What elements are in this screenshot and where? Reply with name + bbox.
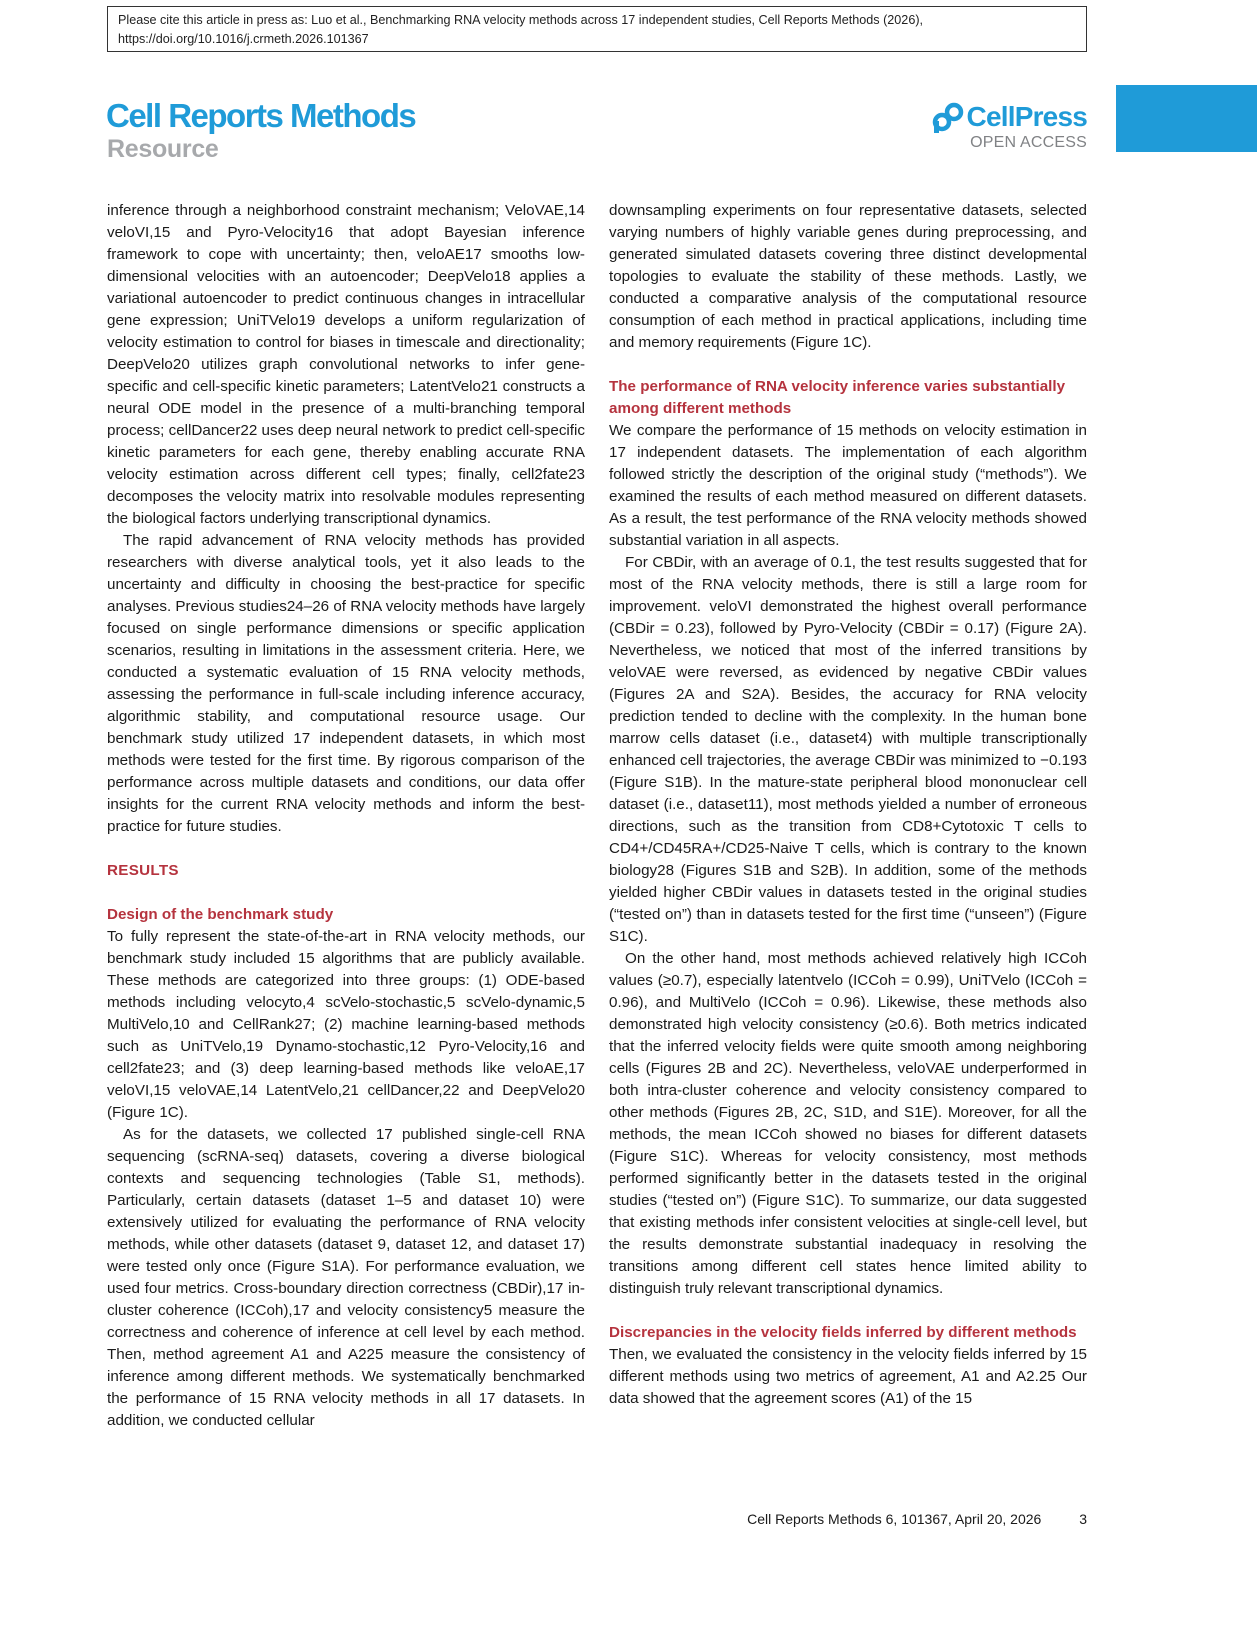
- citation-text: Please cite this article in press as: Luo et al., Benchmarking RNA velocity methods across 17 independent studies, Cell Reports Methods (2026), https://doi.org/10.1016/j.crmeth.2026.101367: [118, 13, 924, 46]
- paragraph: On the other hand, most methods achieved relatively high ICCoh values (≥0.7), especially latentvelo (ICCoh = 0.99), UniTVelo (ICCoh = 0.96), and MultiVelo (ICCoh = 0.96). Likewise, these methods also demonstrated high velocity consistency (≥0.6). Both metrics indicated that the inferred velocity fields were quite smooth among neighboring cells (Figures 2B and 2C). Nevertheless, veloVAE underperformed in both intra-cluster coherence and velocity consistency compared to other methods (Figures 2B, 2C, S1D, and S1E). Moreover, for all the methods, the mean ICCoh showed no biases for different datasets (Figure S1C). Whereas for velocity consistency, most methods performed significantly better in the datasets tested in the original studies (“tested on”) (Figure S1C). To summarize, our data suggested that existing methods infer consistent velocities at single-cell level, but the results demonstrate substantial inadequacy in resolving the transitions among different cell states hence limited ability to distinguish truly relevant transcriptional dynamics.: [609, 950, 1087, 1297]
- paragraph: downsampling experiments on four representative datasets, selected varying numbers of highly variable genes during preprocessing, and generated simulated datasets covering three distinct developmental topologies to evaluate the stability of these methods. Lastly, we conducted a comparative analysis of the computational resource consumption of each method in practical applications, including time and memory requirements (Figure 1C).: [609, 202, 1087, 351]
- article-type: Resource: [107, 135, 219, 163]
- section-heading: Design of the benchmark study: [107, 906, 334, 923]
- open-access-label: OPEN ACCESS: [970, 134, 1087, 151]
- paragraph: As for the datasets, we collected 17 published single-cell RNA sequencing (scRNA-seq) datasets, covering a diverse biological contexts and sequencing technologies (Table S1, methods). Particularly, certain datasets (dataset 1–5 and dataset 10) were extensively utilized for evaluating the performance of RNA velocity methods, while other datasets (dataset 9, dataset 12, and dataset 17) were tested only once (Figure S1A). For performance evaluation, we used four metrics. Cross-boundary direction correctness (CBDir),17 in-cluster coherence (ICCoh),17 and velocity consistency5 measure the correctness and coherence of inference at cell level by each method. Then, method agreement A1 and A225 measure the consistency of inference among different methods. We systematically benchmarked the performance of 15 RNA velocity methods in all 17 datasets. In addition, we conducted cellular: [107, 1126, 585, 1429]
- paragraph: The rapid advancement of RNA velocity methods has provided researchers with diverse analytical tools, yet it also leads to the uncertainty and difficulty in choosing the best-practice for specific analyses. Previous studies24–26 of RNA velocity methods have largely focused on single performance dimensions or specific application scenarios, resulting in limitations in the assessment criteria. Here, we conducted a systematic evaluation of 15 RNA velocity methods, assessing the performance in full-scale including inference accuracy, algorithmic stability, and computational resource usage. Our benchmark study utilized 17 independent datasets, in which most methods were tested for the first time. By rigorous comparison of the performance across multiple datasets and conditions, our data offer insights for the current RNA velocity methods and inform the best-practice for future studies.: [107, 532, 585, 835]
- left-column: [107, 200, 585, 1432]
- citation-box: [107, 6, 1087, 52]
- footer-citation: Cell Reports Methods 6, 101367, April 20, 2026: [747, 1511, 1042, 1527]
- publisher-logo: [931, 100, 1087, 152]
- paragraph: Then, we evaluated the consistency in the velocity fields inferred by 15 different methods using two metrics of agreement, A1 and A2.25 Our data showed that the agreement scores (A1) of the 15: [609, 1346, 1087, 1407]
- paragraph: inference through a neighborhood constraint mechanism; VeloVAE,14 veloVI,15 and Pyro-Velocity16 that adopt Bayesian inference framework to cope with uncertainty; then, veloAE17 smooths low-dimensional velocities with an autoencoder; DeepVelo18 applies a variational autoencoder to predict continuous changes in intracellular gene expression; UniTVelo19 develops a uniform regularization of velocity estimation to control for biases in timescale and directionality; DeepVelo20 utilizes graph convolutional networks to infer gene-specific and cell-specific kinetic parameters; LatentVelo21 constructs a neural ODE model in the presence of a multi-branching temporal process; cellDancer22 uses deep neural network to predict cell-specific kinetic parameters for each gene, thereby enabling accurate RNA velocity estimation across different cell types; finally, cell2fate23 decomposes the velocity matrix into resolvable modules representing the biological factors underlying transcriptional dynamics.: [107, 202, 585, 527]
- paragraph: We compare the performance of 15 methods on velocity estimation in 17 independent datasets. The implementation of each algorithm followed strictly the description of the original study (“methods”). We examined the results of each method measured on different datasets. As a result, the test performance of the RNA velocity methods showed substantial variation in all aspects.: [609, 422, 1087, 549]
- results-heading: RESULTS: [107, 862, 179, 879]
- paragraph: For CBDir, with an average of 0.1, the test results suggested that for most of the RNA velocity methods, there is still a large room for improvement. veloVI demonstrated the highest overall performance (CBDir = 0.23), followed by Pyro-Velocity (CBDir = 0.17) (Figure 2A). Nevertheless, we noticed that most of the inferred transitions by veloVAE were reversed, as evidenced by negative CBDir values (Figures 2A and S2A). Besides, the accuracy for RNA velocity prediction tended to decline with the complexity. In the human bone marrow cells dataset (i.e., dataset4) with multiple transcriptionally enhanced cell trajectories, the average CBDir was minimized to −0.193 (Figure S1B). In the mature-state peripheral blood mononuclear cell dataset (i.e., dataset11), most methods yielded a number of erroneous directions, such as the transition from CD8+Cytotoxic T cells to CD4+/CD45RA+/CD25-Naive T cells, which is contrary to the known biology28 (Figures S1B and S2B). In addition, some of the methods yielded higher CBDir values in datasets tested in the original studies (“tested on”) than in datasets tested for the first time (“unseen”) (Figure S1C).: [609, 554, 1087, 945]
- section-heading: Discrepancies in the velocity fields inferred by different methods: [609, 1324, 1077, 1341]
- cellpress-logo-icon: [931, 100, 965, 134]
- page-footer: [0, 1511, 1087, 1527]
- right-column: [609, 200, 1087, 1410]
- publisher-name: CellPress: [966, 101, 1087, 132]
- brand-tab: [1116, 85, 1257, 152]
- journal-title: Cell Reports Methods: [106, 97, 416, 134]
- section-heading: The performance of RNA velocity inference varies substantially among different methods: [609, 378, 1066, 417]
- page-number: 3: [1079, 1511, 1087, 1527]
- paragraph: To fully represent the state-of-the-art in RNA velocity methods, our benchmark study included 15 algorithms that are publicly available. These methods are categorized into three groups: (1) ODE-based methods including velocyto,4 scVelo-stochastic,5 scVelo-dynamic,5 MultiVelo,10 and CellRank27; (2) machine learning-based methods such as UniTVelo,19 Dynamo-stochastic,12 Pyro-Velocity,16 and cell2fate23; and (3) deep learning-based methods like veloAE,17 veloVI,15 veloVAE,14 LatentVelo,21 cellDancer,22 and DeepVelo20 (Figure 1C).: [107, 928, 585, 1121]
